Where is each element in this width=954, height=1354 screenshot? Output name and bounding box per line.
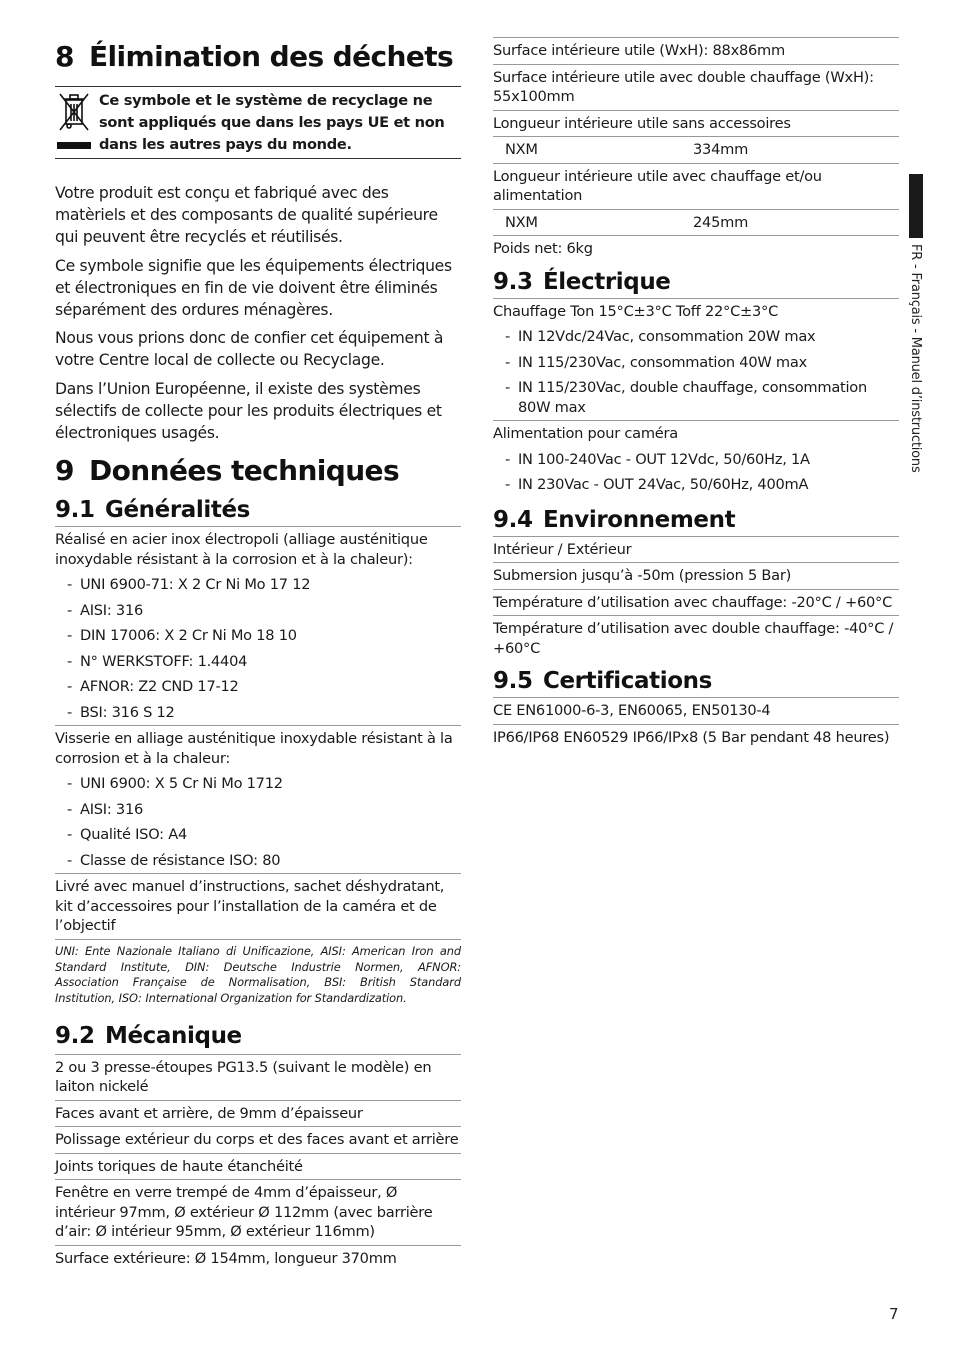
list-item: - Qualité ISO: A4 — [55, 822, 461, 848]
list-item: - AISI: 316 — [55, 797, 461, 823]
list-item: - BSI: 316 S 12 — [55, 700, 461, 726]
delivered-with: Livré avec manuel d’instructions, sachet déshydratant, kit d’accessoires pour l’installation de la caméra et de l’objectif — [55, 873, 461, 940]
right-column — [493, 37, 899, 750]
spec-row: Surface extérieure: Ø 154mm, longueur 370mm — [55, 1249, 397, 1267]
mechanical-specs — [55, 1054, 461, 1272]
list-item: - AFNOR: Z2 CND 17-12 — [55, 674, 461, 700]
spec-row: Submersion jusqu’à -50m (pression 5 Bar) — [493, 563, 899, 590]
section-9-3-number: 9.3 — [493, 268, 533, 295]
recycling-notice — [55, 86, 461, 159]
list-item: - AISI: 316 — [55, 598, 461, 624]
list-item: - Classe de résistance ISO: 80 — [55, 848, 461, 874]
section-9-4-title: Environnement — [543, 506, 736, 533]
section-9-number: 9 — [55, 454, 74, 488]
side-language-label: FR - Français - Manuel d’instructions — [908, 244, 923, 473]
section-9-5-number: 9.5 — [493, 668, 533, 694]
list-item: - IN 12Vdc/24Vac, consommation 20W max — [493, 324, 899, 350]
material-list — [55, 572, 461, 725]
section-9-1-number: 9.1 — [55, 497, 95, 524]
section-9-2-number: 9.2 — [55, 1022, 95, 1049]
paragraph: Ce symbole signifie que les équipements électriques et électroniques en fin de vie doivent être éliminés séparément des ordures ménagères. — [55, 256, 452, 320]
section-9-2-title: Mécanique — [105, 1022, 242, 1049]
section-9-3-title: Électrique — [543, 268, 671, 295]
list-item: - N° WERKSTOFF: 1.4404 — [55, 649, 461, 675]
spec-row: Température d’utilisation avec double chauffage: -40°C / +60°C — [493, 620, 894, 657]
heating-list — [493, 324, 899, 421]
section-9-5-heading — [493, 665, 899, 697]
spec-row: CE EN61000-6-3, EN60065, EN50130-4 — [493, 697, 899, 725]
model-name: NXM — [505, 213, 538, 231]
length-value: 245mm — [693, 213, 749, 231]
heating-row: Chauffage Ton 15°C±3°C Toff 22°C±3°C — [493, 298, 899, 325]
spec-row: Faces avant et arrière, de 9mm d’épaisseur — [55, 1101, 461, 1128]
spec-row: 2 ou 3 presse-étoupes PG13.5 (suivant le modèle) en laiton nickelé — [55, 1054, 461, 1101]
spec-row: Joints toriques de haute étanchéité — [55, 1154, 461, 1181]
section-9-heading — [55, 450, 461, 492]
section-9-3-heading — [493, 266, 899, 298]
spec-row: Longueur intérieure utile sans accessoires — [493, 111, 899, 138]
length-value: 334mm — [693, 141, 749, 158]
spec-row: Longueur intérieure utile avec chauffage et/ou alimentation — [493, 164, 899, 210]
section-8-title: Élimination des déchets — [89, 40, 454, 73]
spec-row: Intérieur / Extérieur — [493, 536, 899, 564]
section-9-5-title: Certifications — [543, 668, 712, 694]
section-9-4-heading — [493, 504, 899, 536]
spec-row: Polissage extérieur du corps et des faces avant et arrière — [55, 1127, 461, 1154]
spec-row: Surface intérieure utile avec double chauffage (WxH): 55x100mm — [493, 65, 899, 111]
screws-intro: Visserie en alliage austénitique inoxydable résistant à la corrosion et à la chaleur: — [55, 725, 461, 771]
screws-list — [55, 771, 461, 873]
section-8-number: 8 — [55, 40, 74, 73]
spec-row: Température d’utilisation avec chauffage: -20°C / +60°C — [493, 590, 899, 617]
spec-row: Fenêtre en verre trempé de 4mm d’épaisseur, Ø intérieur 97mm, Ø extérieur Ø 112mm (avec barrière d’air: Ø intérieur 95mm, Ø extérieur 116mm) — [55, 1180, 461, 1246]
list-item: - IN 100-240Vac - OUT 12Vdc, 50/60Hz, 1A — [493, 447, 899, 473]
list-item: - IN 115/230Vac, consommation 40W max — [493, 350, 899, 376]
paragraph: Nous vous prions donc de confier cet équipement à votre Centre local de collecte ou Recyclage. — [55, 329, 444, 370]
page-number: 7 — [889, 1305, 899, 1323]
section-9-1-title: Généralités — [105, 497, 250, 524]
general-specs — [55, 526, 461, 1007]
spec-row: IP66/IP68 EN60529 IP66/IPx8 (5 Bar pendant 48 heures) — [493, 728, 890, 746]
section-9-2-heading — [55, 1020, 461, 1052]
paragraph: Dans l’Union Européenne, il existe des systèmes sélectifs de collecte pour les produits électriques et électroniques usagés. — [55, 379, 442, 443]
section-9-title: Données techniques — [89, 454, 400, 488]
material-intro: Réalisé en acier inox électropoli (alliage austénitique inoxydable résistant à la corrosion et à la chaleur): — [55, 526, 461, 572]
paragraph: Votre produit est conçu et fabriqué avec des matèriels et des composants de qualité supérieure qui peuvent être recyclés et réutilisés. — [55, 184, 438, 247]
section-8-body — [55, 182, 461, 444]
camera-power-list — [493, 447, 899, 498]
camera-power-row: Alimentation pour caméra — [493, 425, 678, 442]
left-column — [55, 36, 461, 1271]
list-item: - UNI 6900-71: X 2 Cr Ni Mo 17 12 — [55, 572, 461, 598]
length-row — [493, 137, 899, 164]
crossed-out-wheelie-bin-icon — [55, 90, 99, 152]
recycling-notice-text: Ce symbole et le système de recyclage ne sont appliqués que dans les pays UE et non dans les autres pays du monde. — [99, 92, 445, 153]
spec-row: Surface intérieure utile (WxH): 88x86mm — [493, 37, 899, 65]
length-row — [493, 210, 899, 237]
model-name: NXM — [505, 141, 538, 158]
list-item: - DIN 17006: X 2 Cr Ni Mo 18 10 — [55, 623, 461, 649]
list-item: - UNI 6900: X 5 Cr Ni Mo 1712 — [55, 771, 461, 797]
weight-row: Poids net: 6kg — [493, 240, 593, 257]
section-9-1-heading — [55, 494, 461, 526]
language-tab-marker — [909, 174, 923, 238]
list-item: - IN 230Vac - OUT 24Vac, 50/60Hz, 400mA — [493, 472, 899, 498]
section-9-4-number: 9.4 — [493, 506, 533, 533]
abbreviations-note: UNI: Ente Nazionale Italiano di Unificazione, AISI: American Iron and Standard Institute, DIN: Deutsche Industrie Normen, AFNOR: Association Française de Normalisation, BSI: British Standard Institution, ISO: International Organization for Standardization. — [55, 943, 461, 1006]
section-8-heading — [55, 36, 461, 78]
list-item: - IN 115/230Vac, double chauffage, consommation 80W max — [493, 375, 899, 420]
